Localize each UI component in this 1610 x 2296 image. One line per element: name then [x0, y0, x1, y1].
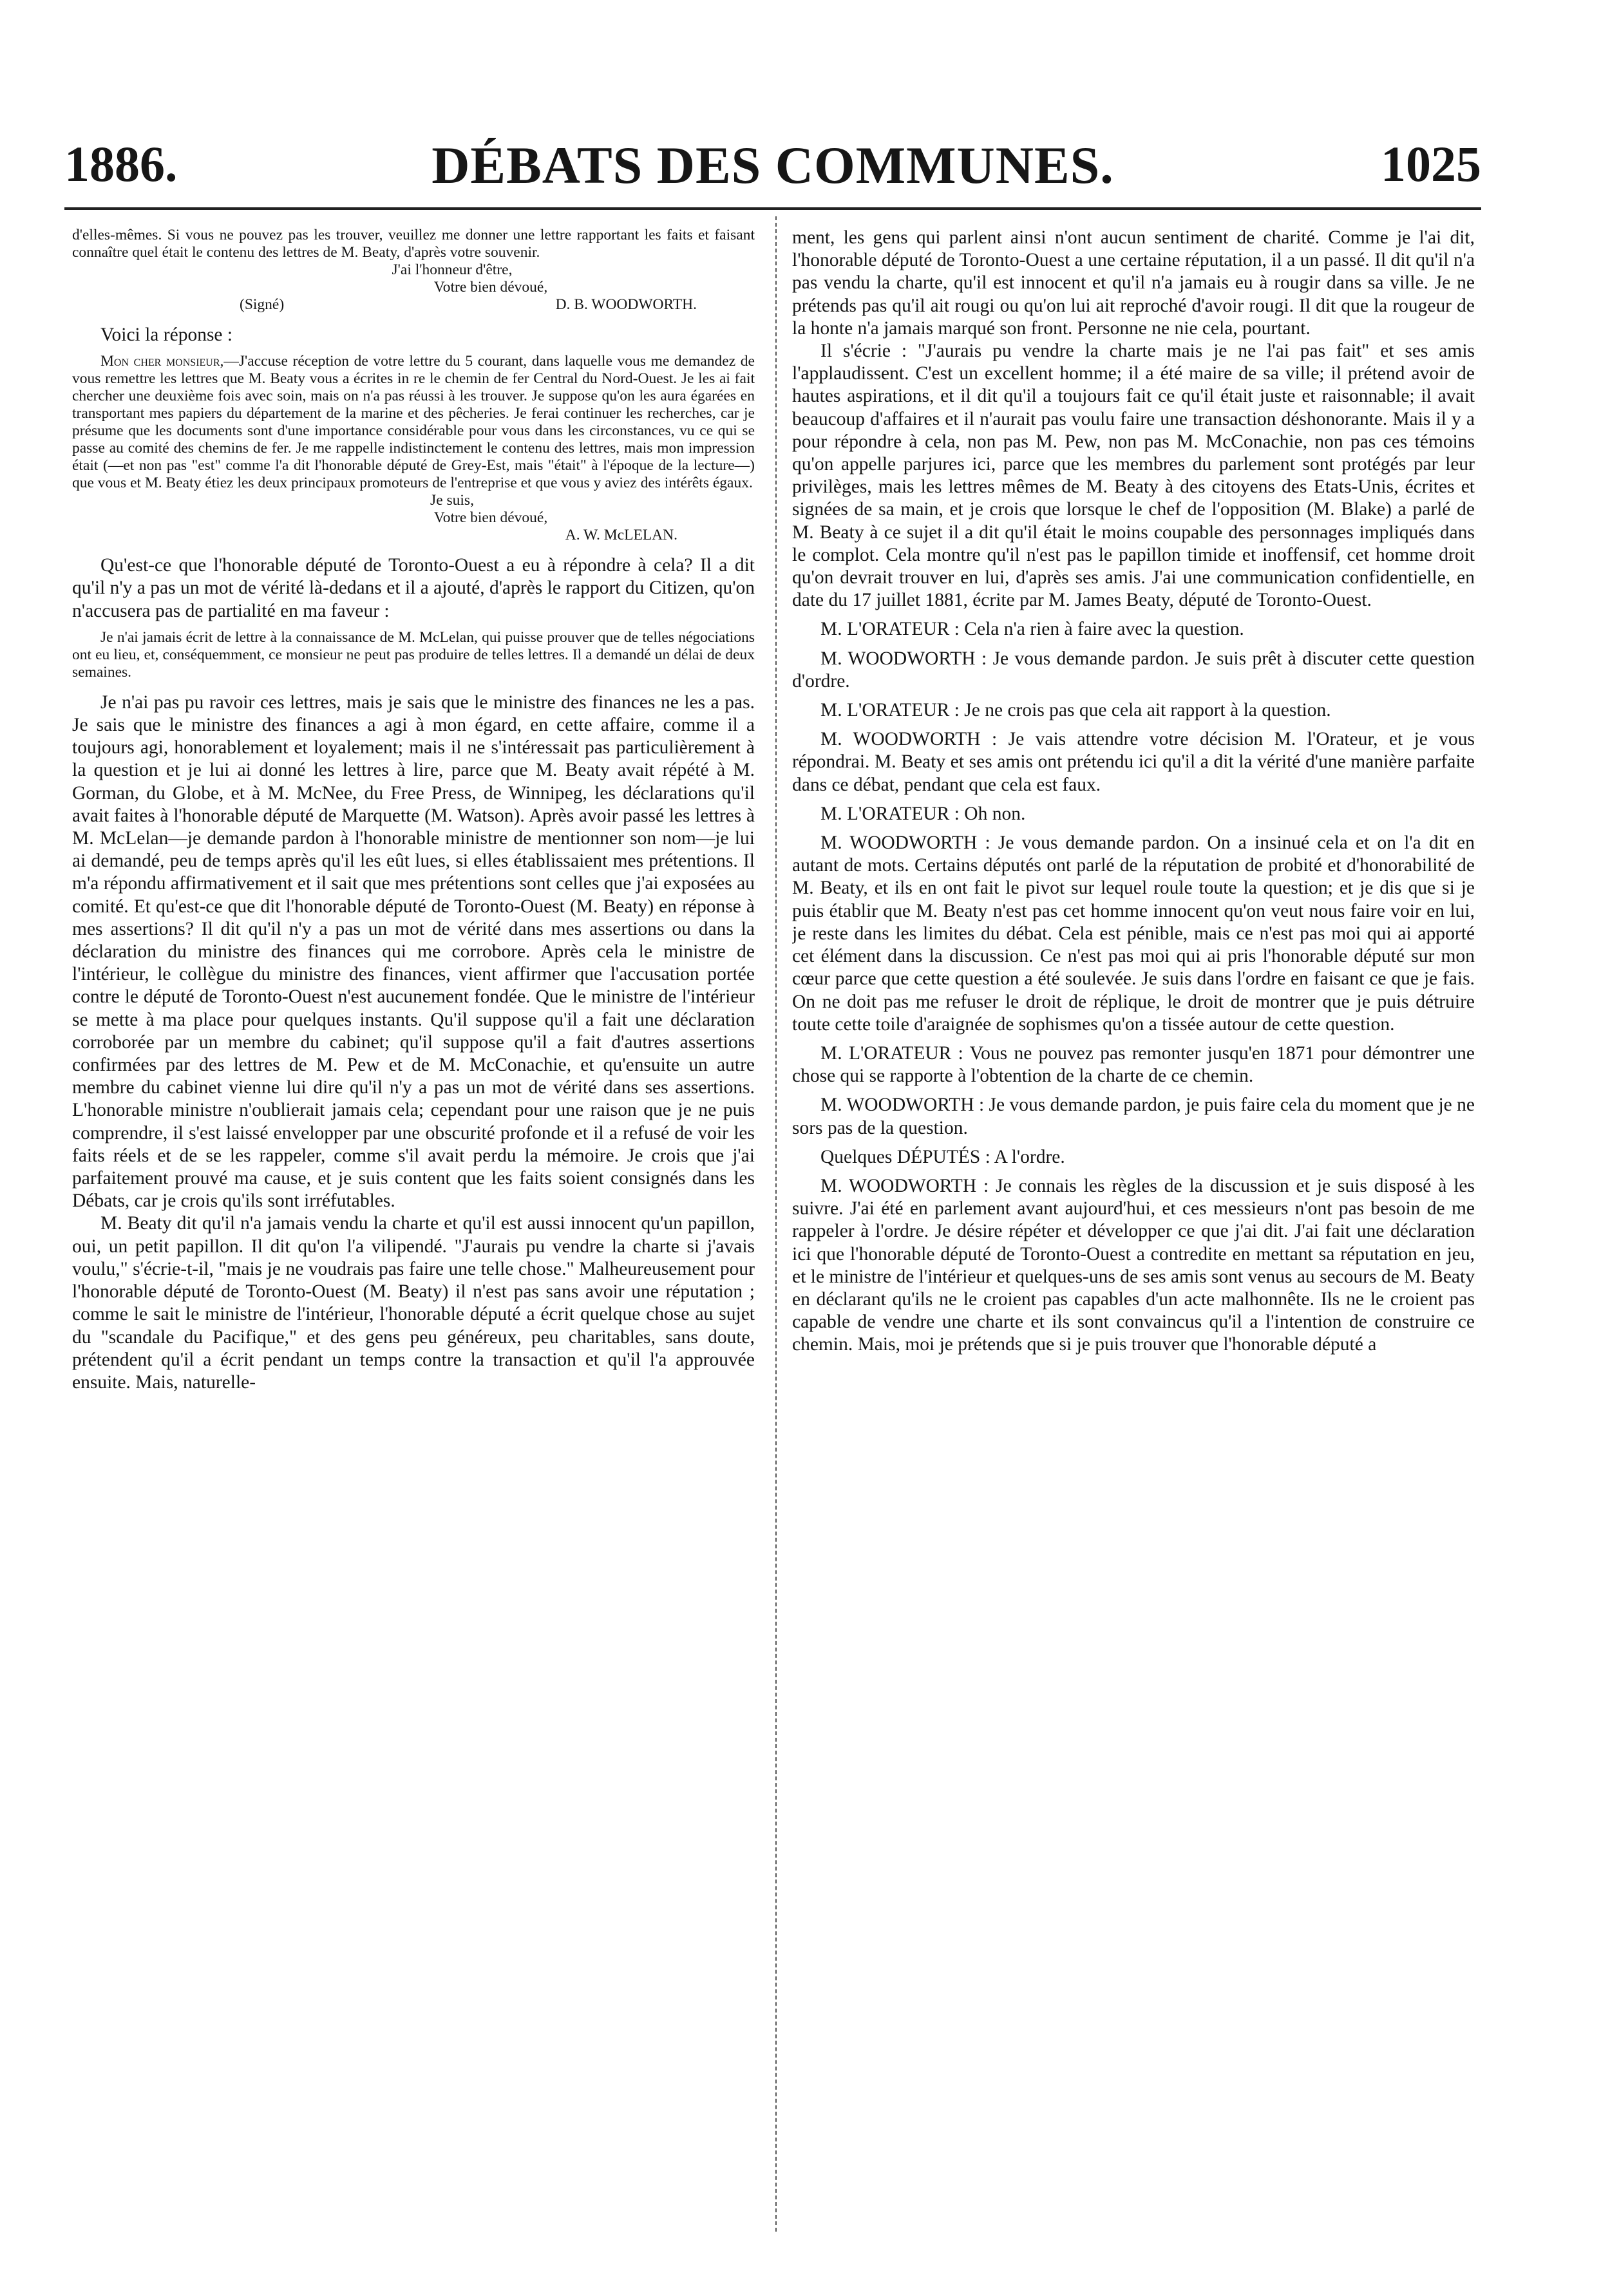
speaker-6: M. WOODWORTH :	[820, 833, 990, 854]
citizen-quote: Je n'ai jamais écrit de lettre à la connaissance de M. McLelan, qui puisse prouver que de telles négociations ont eu lieu, et, conséquemment, ce monsieur ne peut pas produire de telles lettres. Il a demandé un délai de deux semaines.	[72, 628, 755, 681]
letter1-text: d'elles-mêmes. Si vous ne pouvez pas les trouver, veuillez me donner une lettre rapportant les faits et faisant connaître quel était le contenu des lettres de M. Beaty, d'après votre souvenir.	[72, 227, 755, 261]
letter1-closing2: Votre bien dévoué,	[433, 279, 548, 296]
speaker-5: M. L'ORATEUR :	[820, 803, 960, 824]
column-divider	[775, 216, 777, 2232]
speaker-2: M. WOODWORTH :	[820, 648, 987, 669]
right-column	[792, 227, 1475, 2235]
header-year: 1886.	[64, 136, 178, 192]
letter1-signed-label: (Signé)	[240, 296, 285, 313]
speaker-4: M. WOODWORTH :	[820, 729, 998, 750]
speaker-3: M. L'ORATEUR :	[820, 700, 960, 721]
speech-10	[792, 1175, 1475, 1357]
speech-8	[792, 1094, 1475, 1139]
left-column	[72, 227, 755, 2235]
speech-6	[792, 832, 1475, 1036]
voici-reponse: Voici la réponse :	[100, 325, 233, 345]
header-rule	[64, 207, 1481, 210]
speech-1-text: Cela n'a rien à faire avec la question.	[964, 619, 1244, 640]
letter2-closing1: Je suis,	[430, 492, 474, 509]
speech-7-text: Vous ne pouvez pas remonter jusqu'en 1871 pour démontrer une chose qui se rapporte à l'obtention de la charte de ce chemin.	[792, 1042, 1475, 1087]
speech-5	[792, 803, 1475, 825]
right-paragraph-1: ment, les gens qui parlent ainsi n'ont aucun sentiment de charité. Comme je l'ai dit, l'honorable député de Toronto-Ouest a une certaine réputation, il a un passé. Il dit qu'il n'a pas vendu la charte, qu'il est innocent et qu'il n'a jamais eu à rougir dans sa ville. Je ne prétends pas qu'il ait rougi ou qu'on lui ait reproché d'avoir rougi. Il dit que la rougeur de la honte n'a jamais marqué son front. Personne ne nie cela, pourtant.	[792, 227, 1475, 339]
speech-3	[792, 699, 1475, 722]
right-paragraph-2: Il s'écrie : "J'aurais pu vendre la charte mais je ne l'ai pas fait" et ses amis l'applaudissent. C'est un excellent homme; il a été maire de sa ville; il prétend avoir de hautes aspirations, et il dit qu'il a toujours fait ce qu'il était juste et raisonnable; il avait beaucoup d'affaires et il n'aurait pas voulu faire une transaction déshonorante. Mais il y a pour répondre à cela, non pas M. Pew, non pas M. McConachie, non pas ces témoins qu'on appelle parjures ici, parce que les membres du parlement sont protégés par leur privilèges, mais les lettres mêmes de M. Beaty à des citoyens des Etats-Unis, écrites et signées de sa main, et je crois que lorsque le chef de l'opposition (M. Blake) a parlé de M. Beaty à ce sujet il a dit qu'il était le moins coupable des personnages impliqués dans le complot. Cela montre qu'il n'est pas le papillon timide et inoffensif, cet homme droit qu'on devrait trouver en lui, d'après ses amis. J'ai une communication confidentielle, en date du 17 juillet 1881, écrite par M. James Beaty, député de Toronto-Ouest.	[792, 341, 1475, 611]
speech-9	[792, 1146, 1475, 1169]
speech-1	[792, 618, 1475, 641]
speech-3-text: Je ne crois pas que cela ait rapport à la question.	[964, 700, 1331, 721]
speech-10-text: Je connais les règles de la discussion et je suis disposé à les suivre. J'ai été en parlement avant aujourd'hui, et ces messieurs n'ont pas besoin de me rappeler à l'ordre. Je désire répéter et développer ce que j'ai dit. J'ai fait une déclaration ici que l'honorable député de Toronto-Ouest a contredite en mettant sa réputation en jeu, et le ministre de l'intérieur et quelques-uns de ses amis sont venus au secours de M. Beaty en déclarant qu'ils ne le croient pas capables d'un acte malhonnête. Ils ne le croient pas capable de vendre une charte et ils sont convaincus qu'il a l'intention de construire ce chemin. Mais, moi je prétends que si je puis trouver que l'honorable député a	[792, 1175, 1475, 1355]
left-paragraph-2: Je n'ai pas pu ravoir ces lettres, mais je sais que le ministre des finances ne les a pas. Je sais que le ministre des finances a agi à mon égard, en cette affaire, comme il a toujours agi, honorablement et loyalement; mais il ne s'intéressait pas particulièrement à la question et je lui ai donné les lettres à lire, parce que M. Beaty avait répété à M. Gorman, du Globe, et à M. McNee, du Free Press, de Winnipeg, les déclarations qu'il avait faites à l'honorable député de Marquette (M. Watson). Après avoir passé les lettres à M. McLelan—je demande pardon à l'honorable ministre de mentionner son nom—je lui ai demandé, peu de temps après qu'il les eût lues, si elles établissaient mes prétentions. Il m'a répondu affirmativement et il sait que mes prétentions sont celles que j'ai exposées au comité. Et qu'est-ce que dit l'honorable député de Toronto-Ouest (M. Beaty) en réponse à mes assertions? Il dit qu'il n'y a pas un mot de vérité dans mes assertions ou dans la déclaration du ministre des finances qui me corrobore. Après cela le ministre de l'intérieur, le collègue du ministre des finances, vient affirmer que l'accusation portée contre le député de Toronto-Ouest n'est aucunement fondée. Que le ministre de l'intérieur se mette à ma place pour quelques instants. Qu'il suppose qu'il a fait une déclaration corroborée par un membre du cabinet; qu'il suppose qu'il a fait d'autres assertions confirmées par des lettres de M. Pew et de M. McConachie, et qu'ensuite un autre membre du cabinet vienne lui dire qu'il n'y a pas un mot de vérité dans ses assertions. L'honorable ministre n'oublierait jamais cela; cependant pour une raison que je ne puis comprendre, il s'est laissé envelopper par une obscurité profonde et il a refusé de voir les faits réels et de se les rappeler, comme s'il avait perdu la mémoire. Je crois que j'ai parfaitement prouvé ma cause, et je suis content que les faits soient consignés dans les Débats, car je crois qu'ils sont irréfutables.	[72, 692, 755, 1212]
speech-7	[792, 1042, 1475, 1087]
letter2-salutation: Mon cher monsieur,	[100, 353, 224, 370]
speaker-9: Quelques DÉPUTÉS :	[820, 1146, 990, 1167]
header-title: DÉBATS DES COMMUNES.	[431, 136, 1114, 194]
speech-4	[792, 728, 1475, 796]
letter2-text: —J'accuse réception de votre lettre du 5 courant, dans laquelle vous me demandez de vous remettre les lettres que M. Beaty vous a écrites in re le chemin de fer Central du Nord-Ouest. Je les ai fait chercher une deuxième fois avec soin, mais on n'a pas réussi à les trouver. Je suppose qu'on les aura égarées en transportant mes papiers du département de la marine et des pêcheries. Je ferai continuer les recherches, car je présume que les documents sont d'une importance considérable pour vous dans les circonstances, vu ce qui se passe au comité des chemins de fer. Je me rappelle indistinctement le contenu des lettres, mais mon impression était (—et non pas "est" comme l'a dit l'honorable député de Grey-Est, mais "était" à l'époque de la lecture—) que vous et M. Beaty étiez les deux principaux promoteurs de l'entreprise et que vous y aviez des intérêts égaux.	[72, 353, 755, 492]
letter1-signature	[72, 296, 755, 314]
header-page-number: 1025	[1381, 136, 1481, 192]
speaker-1: M. L'ORATEUR :	[820, 619, 960, 640]
speech-5-text: Oh non.	[964, 803, 1026, 824]
speech-9-text: A l'ordre.	[994, 1146, 1065, 1167]
speech-8-text: Je vous demande pardon, je puis faire cela du moment que je ne sors pas de la question.	[792, 1095, 1475, 1138]
letter1-closing1: J'ai l'honneur d'être,	[392, 261, 513, 278]
speaker-10: M. WOODWORTH :	[820, 1175, 989, 1196]
speaker-8: M. WOODWORTH :	[820, 1095, 985, 1116]
speech-6-text: Je vous demande pardon. On a insinué cela et on l'a dit en autant de mots. Certains députés ont parlé de la réputation de probité et d'honorabilité de M. Beaty, et ils en ont fait le pivot sur lequel roule toute la question; et je dis que si je puis établir que M. Beaty n'est pas cet homme innocent qu'on veut nous faire voir en lui, je reste dans les limites du débat. Cela est pénible, mais ce n'est pas moi qui ai apporté cet élément dans la discussion. Ce n'est pas moi qui ai pris l'honorable député sur mon cœur parce que cette question a été soulevée. Je suis dans l'ordre en faisant ce que je fais. On ne doit pas me refuser le droit de réplique, le droit de montrer que je puis détruire toute cette toile d'araignée de sophismes qu'on a tissée autour de cette question.	[792, 833, 1475, 1035]
letter1-signer: D. B. WOODWORTH.	[555, 296, 697, 313]
letter2-body	[72, 353, 755, 492]
page-header	[64, 135, 1481, 200]
letter2-closing2: Votre bien dévoué,	[433, 509, 548, 527]
letter2-signer: A. W. McLELAN.	[565, 527, 677, 544]
speech-4-text: Je vais attendre votre décision M. l'Orateur, et je vous répondrai. M. Beaty et ses amis ont prétendu ici qu'il a dit la vérité d'une manière parfaite dans ce débat, pendant que cela est faux.	[792, 729, 1475, 795]
left-paragraph-1: Qu'est-ce que l'honorable député de Toronto-Ouest a eu à répondre à cela? Il a dit qu'il n'y a pas un mot de vérité là-dedans et il a ajouté, d'après le rapport du Citizen, qu'on n'accusera pas de partialité en ma faveur :	[72, 555, 755, 621]
speaker-7: M. L'ORATEUR :	[820, 1042, 963, 1064]
left-paragraph-3: M. Beaty dit qu'il n'a jamais vendu la charte et qu'il est aussi innocent qu'un papillon, oui, un petit papillon. Il dit qu'on l'a vilipendé. "J'aurais pu vendre la charte si j'avais voulu," s'écrie-t-il, "mais je ne voudrais pas faire une telle chose." Malheureusement pour l'honorable député de Toronto-Ouest (M. Beaty) il n'est pas sans avoir une réputation ; comme le sait le ministre de l'intérieur, l'honorable député a écrit quelque chose au sujet du "scandale du Pacifique," et des gens peu généreux, peu charitables, sans doute, prétendent qu'il a écrit pendant un temps contre la transaction et qu'il l'a approuvée ensuite. Mais, naturelle-	[72, 1213, 755, 1393]
speech-2-text: Je vous demande pardon. Je suis prêt à discuter cette question d'ordre.	[792, 648, 1475, 692]
speech-2	[792, 648, 1475, 693]
